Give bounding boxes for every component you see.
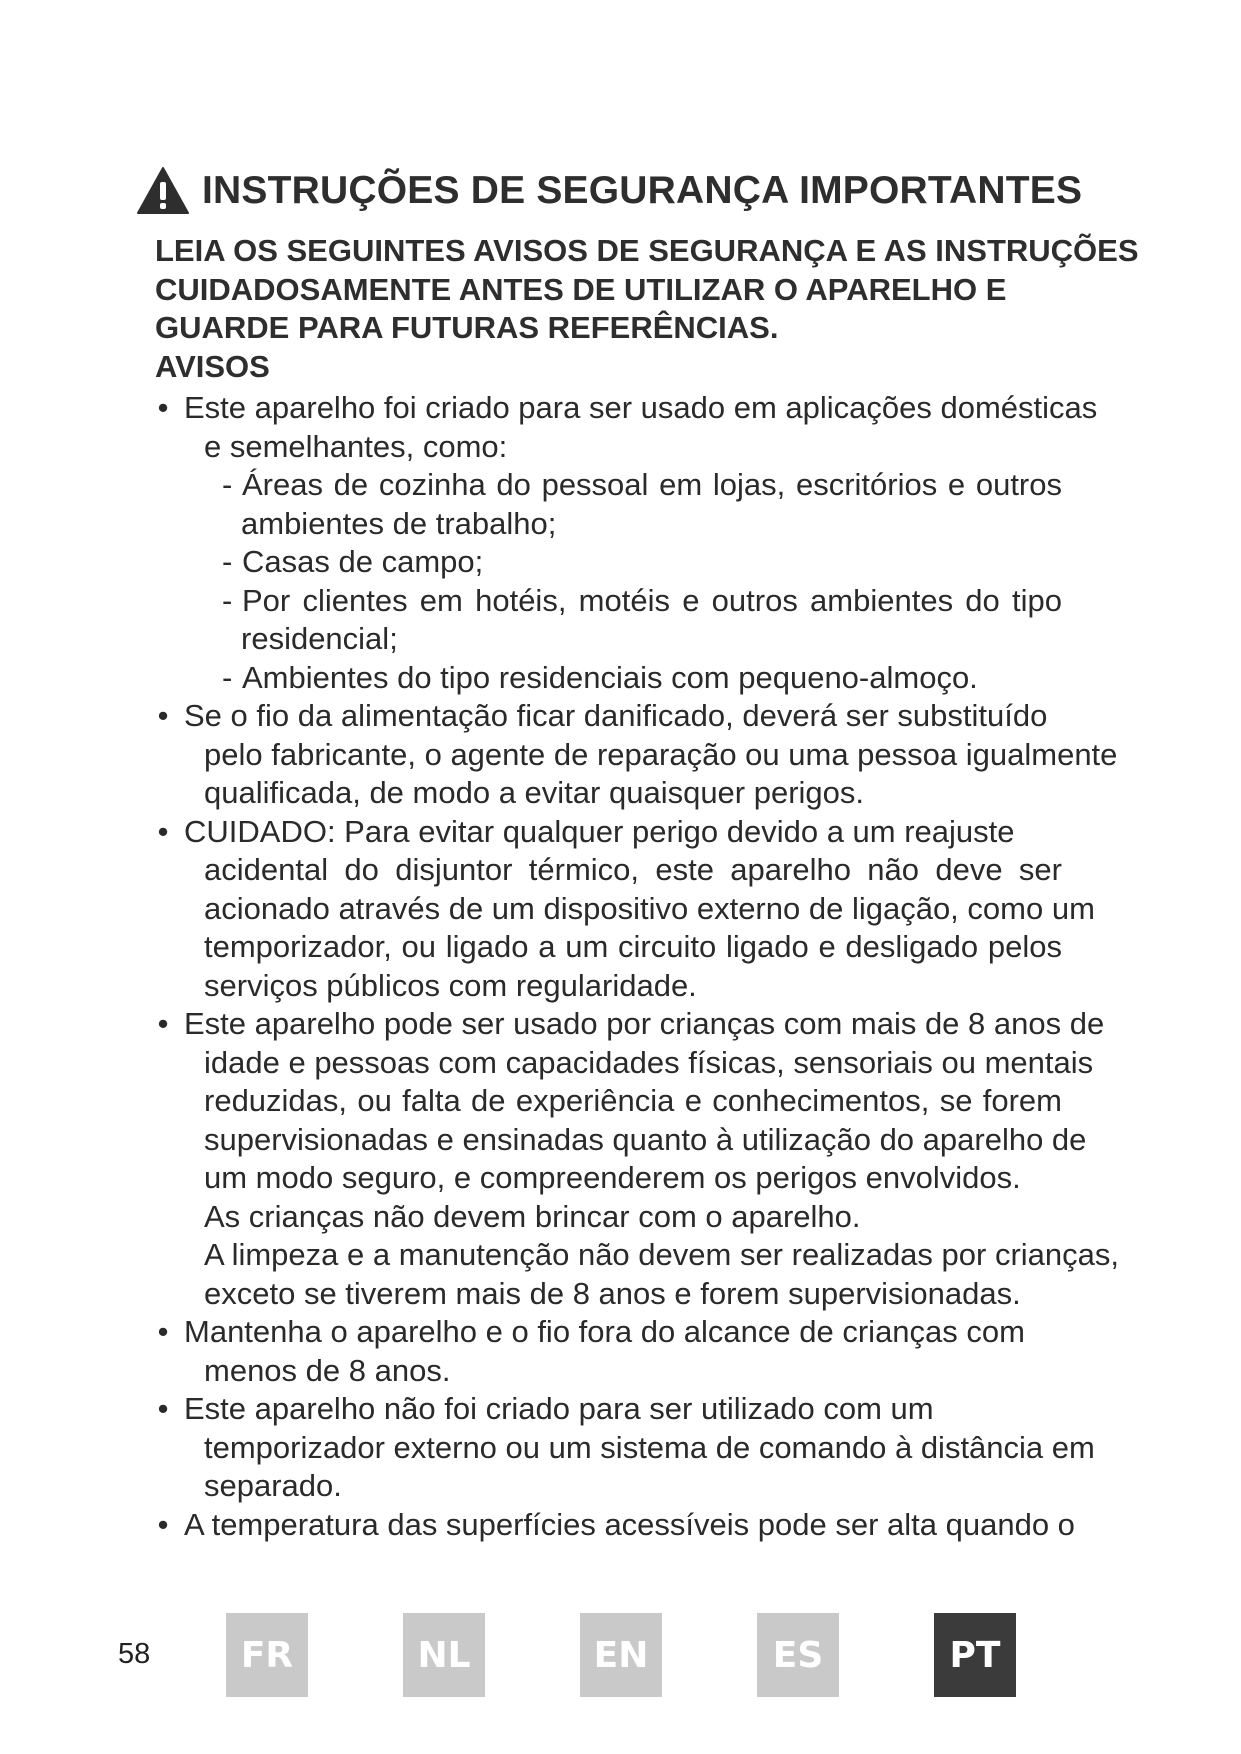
list-item bbox=[152, 1506, 1075, 1545]
list-item-text: A temperatura das superfícies acessíveis pode ser alta quando o bbox=[184, 1506, 1075, 1542]
bullet-icon: • bbox=[157, 1506, 169, 1542]
warnings-list bbox=[152, 389, 1119, 1544]
intro-block bbox=[155, 232, 1139, 386]
list-item bbox=[152, 813, 1095, 1006]
list-item-text: serviços públicos com regularidade. bbox=[204, 967, 697, 1003]
sub-item: - Ambientes do tipo residenciais com pequeno-almoço. bbox=[222, 659, 978, 695]
language-tab-en[interactable]: EN bbox=[580, 1613, 662, 1697]
section-heading-avisos: AVISOS bbox=[155, 348, 270, 384]
list-item-text: Este aparelho pode ser usado por crianças com mais de 8 anos de bbox=[184, 1006, 1105, 1041]
list-item-text: Este aparelho não foi criado para ser utilizado com um bbox=[184, 1391, 934, 1426]
list-item-text: Se o fio da alimentação ficar danificado, deverá ser substituído bbox=[184, 698, 1048, 733]
list-item-text: e semelhantes, como: bbox=[204, 428, 508, 464]
language-tab-nl[interactable]: NL bbox=[403, 1613, 485, 1697]
sub-item-text: residencial; bbox=[241, 621, 398, 656]
warning-triangle-icon bbox=[136, 166, 190, 216]
bullet-icon: • bbox=[157, 390, 169, 425]
sub-item-text: Ambientes do tipo residenciais com pequeno-almoço. bbox=[242, 659, 978, 695]
list-item-text: temporizador, ou ligado a um circuito ligado e desligado pelos bbox=[204, 929, 1062, 964]
list-item-text: CUIDADO: Para evitar qualquer perigo devido a um reajuste bbox=[184, 813, 1015, 849]
list-item-text: pelo fabricante, o agente de reparação ou uma pessoa igualmente bbox=[204, 736, 1118, 772]
list-item-text: supervisionadas e ensinadas quanto à utilização do aparelho de bbox=[204, 1121, 1087, 1157]
list-item-text: Mantenha o aparelho e o fio fora do alcance de crianças com bbox=[184, 1314, 1025, 1349]
list-item-text: idade e pessoas com capacidades físicas, sensoriais ou mentais bbox=[204, 1044, 1094, 1080]
list-item bbox=[152, 1005, 1119, 1313]
bullet-icon: • bbox=[157, 1314, 169, 1349]
sub-item: - Casas de campo; bbox=[222, 544, 484, 579]
sub-item-text: ambientes de trabalho; bbox=[241, 505, 557, 541]
intro-line: GUARDE PARA FUTURAS REFERÊNCIAS. bbox=[155, 310, 779, 345]
page-number: 58 bbox=[118, 1638, 151, 1670]
bullet-icon: • bbox=[157, 1391, 169, 1426]
sub-item-text: Por clientes em hotéis, motéis e outros ambientes do tipo bbox=[242, 582, 1062, 618]
list-item-text: separado. bbox=[204, 1468, 342, 1503]
list-item-text: reduzidas, ou falta de experiência e conhecimentos, se forem bbox=[204, 1083, 1062, 1118]
bullet-icon: • bbox=[157, 1006, 169, 1041]
section-header bbox=[136, 166, 1083, 216]
list-item-text: qualificada, de modo a evitar quaisquer perigos. bbox=[204, 775, 865, 810]
sub-item-text: Áreas de cozinha do pessoal em lojas, escritórios e outros bbox=[242, 467, 1062, 502]
language-tab-pt[interactable]: PT bbox=[934, 1613, 1016, 1697]
list-item-text: menos de 8 anos. bbox=[204, 1352, 451, 1388]
list-item bbox=[152, 1390, 1095, 1506]
sub-item: - Por clientes em hotéis, motéis e outros ambientes do tipo bbox=[222, 582, 1062, 618]
sub-item: - Áreas de cozinha do pessoal em lojas, escritórios e outros bbox=[222, 467, 1062, 502]
list-item-text: exceto se tiverem mais de 8 anos e forem supervisionadas. bbox=[204, 1275, 1021, 1311]
list-item-text: Este aparelho foi criado para ser usado em aplicações domésticas bbox=[184, 390, 1098, 425]
list-item bbox=[152, 389, 1098, 697]
bullet-icon: • bbox=[157, 813, 169, 849]
list-item bbox=[152, 697, 1118, 813]
list-item-text: temporizador externo ou um sistema de comando à distância em bbox=[204, 1429, 1095, 1465]
intro-line: CUIDADOSAMENTE ANTES DE UTILIZAR O APARELHO E bbox=[155, 271, 1007, 307]
list-item-text: um modo seguro, e compreenderem os perigos envolvidos. bbox=[204, 1160, 1021, 1195]
language-tab-es[interactable]: ES bbox=[757, 1613, 839, 1697]
language-tab-fr[interactable]: FR bbox=[226, 1613, 308, 1697]
list-item bbox=[152, 1313, 1062, 1390]
bullet-icon: • bbox=[157, 698, 169, 733]
list-item-text: A limpeza e a manutenção não devem ser realizadas por crianças, bbox=[204, 1237, 1119, 1272]
page-title: INSTRUÇÕES DE SEGURANÇA IMPORTANTES bbox=[202, 169, 1083, 212]
sub-item-text: Casas de campo; bbox=[242, 544, 484, 579]
list-item-text: acionado através de um dispositivo externo de ligação, como um bbox=[204, 890, 1095, 926]
intro-line: LEIA OS SEGUINTES AVISOS DE SEGURANÇA E AS INSTRUÇÕES bbox=[155, 233, 1139, 268]
list-item-text: acidental do disjuntor térmico, este aparelho não deve ser bbox=[204, 852, 1062, 887]
list-item-text: As crianças não devem brincar com o aparelho. bbox=[204, 1198, 861, 1234]
